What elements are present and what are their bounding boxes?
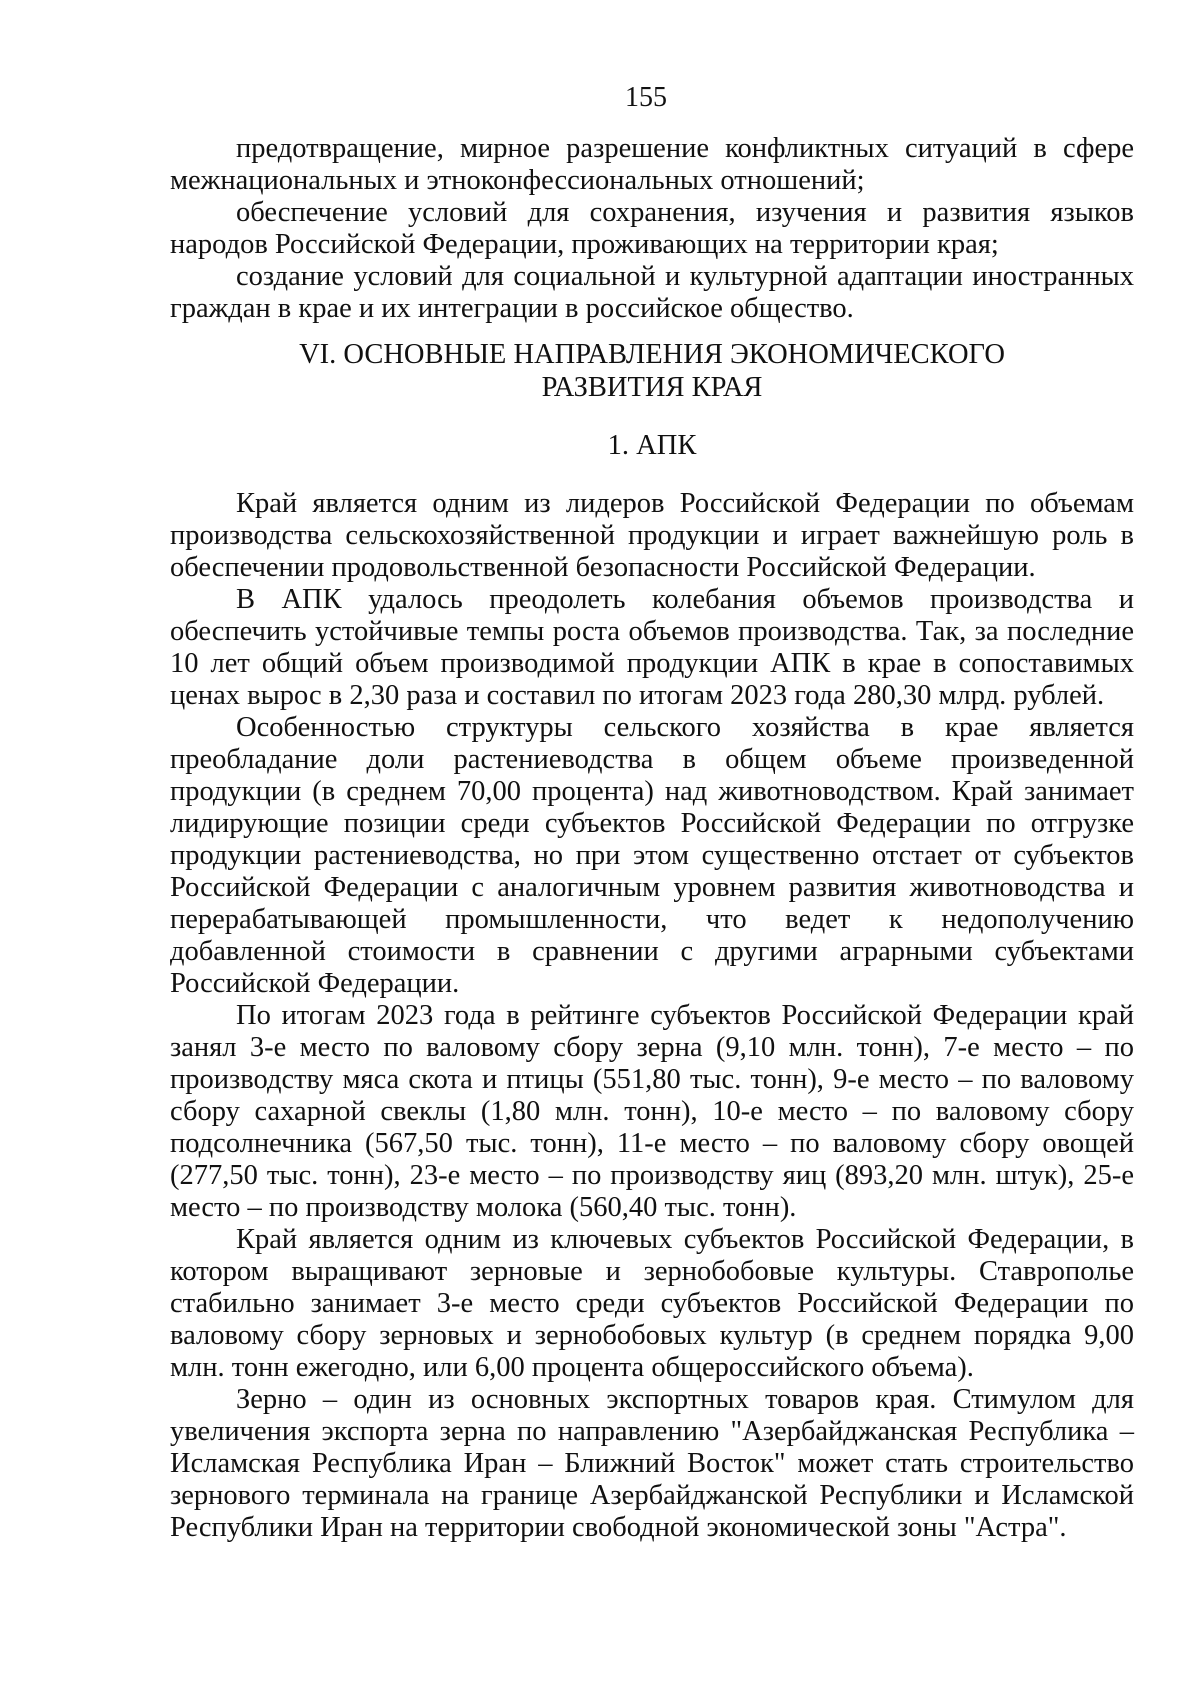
section-title-line-2: РАЗВИТИЯ КРАЯ: [541, 372, 763, 403]
subsection-heading: [170, 429, 1134, 462]
section-heading: [170, 338, 1134, 404]
section-title-line-1: VI. ОСНОВНЫЕ НАПРАВЛЕНИЯ ЭКОНОМИЧЕСКОГО: [299, 339, 1005, 370]
body-paragraph-4: По итогам 2023 года в рейтинге субъектов Российской Федерации край занял 3-е место по валовому сбору зерна (9,10 млн. тонн), 7-е место – по производству мяса скота и птицы (551,80 тыс. тонн), 9-е место – по валовому сбору сахарной свеклы (1,80 млн. тонн), 10-е место – по валовому сбору подсолнечника (567,50 тыс. тонн), 11-е место – по валовому сбору овощей (277,50 тыс. тонн), 23-е место – по производству яиц (893,20 млн. штук), 25-е место – по производству молока (560,40 тыс. тонн).: [170, 1000, 1134, 1223]
page-number: 155: [625, 82, 667, 113]
intro-text-block: [170, 133, 1134, 325]
body-paragraph-1: Край является одним из лидеров Российской Федерации по объемам производства сельскохозяйственной продукции и играет важнейшую роль в обеспечении продовольственной безопасности Российской Федерации.: [170, 488, 1134, 583]
body-text-block: [170, 488, 1134, 1544]
subsection-title: 1. АПК: [607, 430, 697, 461]
intro-paragraph-2: обеспечение условий для сохранения, изучения и развития языков народов Российской Федерации, проживающих на территории края;: [170, 197, 1134, 260]
intro-paragraph-3: создание условий для социальной и культурной адаптации иностранных граждан в крае и их интеграции в российское общество.: [170, 261, 1134, 324]
intro-paragraph-1: предотвращение, мирное разрешение конфликтных ситуаций в сфере межнациональных и этноконфессиональных отношений;: [170, 133, 1134, 196]
body-paragraph-2: В АПК удалось преодолеть колебания объемов производства и обеспечить устойчивые темпы роста объемов производства. Так, за последние 10 лет общий объем производимой продукции АПК в крае в сопоставимых ценах вырос в 2,30 раза и составил по итогам 2023 года 280,30 млрд. рублей.: [170, 584, 1134, 711]
body-paragraph-5: Край является одним из ключевых субъектов Российской Федерации, в котором выращивают зерновые и зернобобовые культуры. Ставрополье стабильно занимает 3-е место среди субъектов Российской Федерации по валовому сбору зерновых и зернобобовых культур (в среднем порядка 9,00 млн. тонн ежегодно, или 6,00 процента общероссийского объема).: [170, 1224, 1134, 1383]
body-paragraph-3: Особенностью структуры сельского хозяйства в крае является преобладание доли растениеводства в общем объеме произведенной продукции (в среднем 70,00 процента) над животноводством. Край занимает лидирующие позиции среди субъектов Российской Федерации по отгрузке продукции растениеводства, но при этом существенно отстает от субъектов Российской Федерации с аналогичным уровнем развития животноводства и перерабатывающей промышленности, что ведет к недополучению добавленной стоимости в сравнении с другими аграрными субъектами Российской Федерации.: [170, 712, 1134, 999]
body-paragraph-6: Зерно – один из основных экспортных товаров края. Стимулом для увеличения экспорта зерна по направлению "Азербайджанская Республика – Исламская Республика Иран – Ближний Восток" может стать строительство зернового терминала на границе Азербайджанской Республики и Исламской Республики Иран на территории свободной экономической зоны "Астра".: [170, 1384, 1134, 1543]
